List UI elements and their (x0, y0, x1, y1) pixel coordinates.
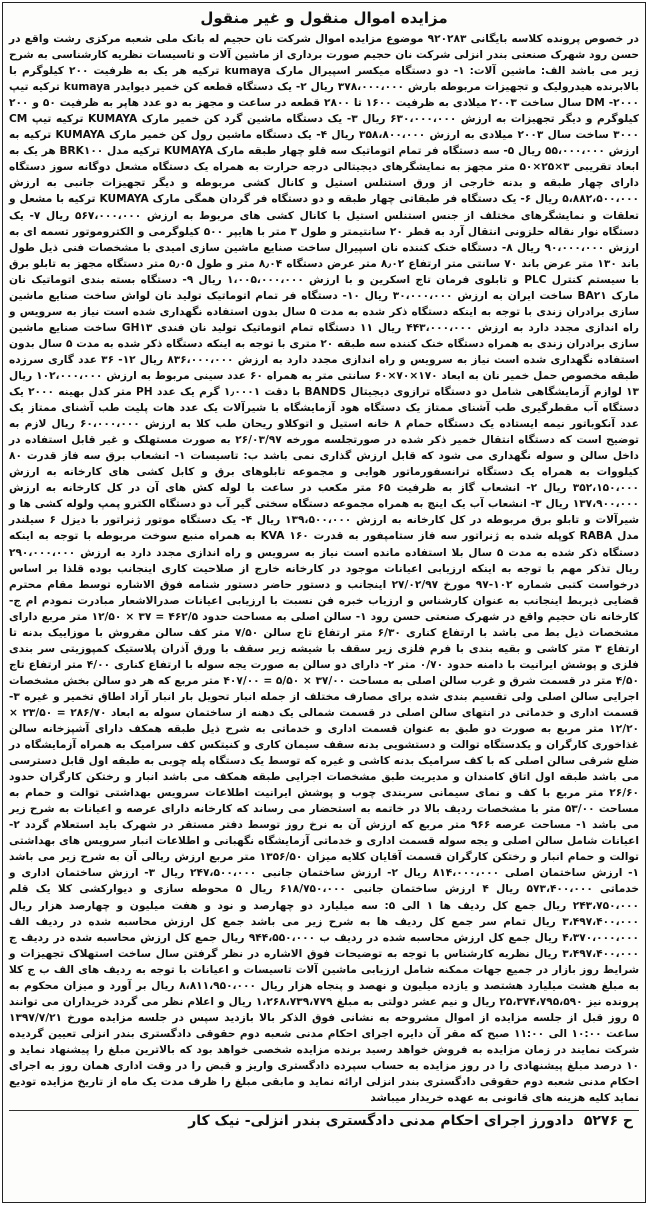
footer-code: ح ۵۲۷۶ (583, 1113, 633, 1130)
notice-footer (9, 1113, 639, 1129)
notice-title: مزایده اموال منقول و غیر منقول (200, 9, 448, 27)
footer-divider (9, 1110, 639, 1111)
footer-signature: دادورز اجرای احکام مدنی دادگستری بندر انزلی- نیک کار (188, 1113, 574, 1130)
legal-notice (2, 2, 646, 1203)
notice-body: در خصوص پرونده کلاسه بایگانی ۹۲۰۲۸۳ موضوع مزایده اموال شرکت نان حجیم له بانک ملی شعبه مرکزی رشت واقع در حسن رود شهرک صنعتی بندر انزلی شرکت نان حجیم صورت برداری از ماشین آلات و تاسیسات نظریه کارشناسی به شرح زیر می باشد الف: ماشین آلات: ۱- دو دستگاه میکسر اسپیرال مارک kumaya ترکیه هر یک به ظرفیت ۲۰۰ کیلوگرم با بالابرنده هیدرولیک و تجهیزات مربوطه بارش ۳۷۸،۰۰۰،۰۰۰ ریال ۲- یک دستگاه قطعه کن خمیر دیوایدر kumaya ترکیه تیپ DM -۲۰۰۰ سال ساخت ۲۰۰۳ میلادی به ظرفیت ۱۶۰۰ تا ۲۸۰۰ قطعه در ساعت و مجهز به دو عدد هاپر به ظرفیت ۵۰ و ۲۰۰ کیلوگرم و دیگر تجهیزات به ارزش ۶۳۰،۰۰۰،۰۰۰ ریال ۳- یک دستگاه ماشین گرد کن خمیر مارک KUMAYA ترکیه تیپ CM ۳۰۰۰ ساخت سال ۲۰۰۳ میلادی به ارزش ۳۵۸،۸۰۰،۰۰۰ ریال ۴- یک دستگاه ماشین رول کن خمیر مارک KUMAYA ترکیه به ارزش ۵۵،۰۰۰،۰۰۰ ریال ۵- سه دستگاه فر تمام اتوماتیک سه قلو چهار طبقه مارک KUMAYA ترکیه مدل BRK۱۰۰ هر یک به ابعاد تقریبی ۳×۲۵×۵۰ متر مجهز به نمایشگرهای دیجیتالی درجه حرارت به همراه یک دستگاه مشعل دوگانه سوز دستگاه دارای چهار طبقه و بدنه خارجی از ورق استنلس استیل و کانال کشی مربوطه و دیگر تجهیزات جانبی به ارزش ۵،۸۸۲،۵۰۰،۰۰۰ ریال ۶- یک دستگاه فر طبقاتی چهار طبقه و دو دستگاه فر گردان همگی مارک KUMAYA ترکیه با مشعل و تعلقات و نمایشگرهای مختلف از جنس استنلس استیل با کانال کشی های مربوط به ارزش ۵۶۷،۰۰۰،۰۰۰ ریال ۷- یک دستگاه نوار نقاله حلزونی انتقال آرد به قطر ۲۰ سانتیمتر و طول ۳ متر با هایپر ۵۰۰ کیلوگرمی و الکتروموتور تسمه ای به ارزش ۹۰،۰۰۰،۰۰۰ ریال ۸- دستگاه خنک کننده نان اسپیرال ساخت صنایع ماشین سازی امیدی با مشخصات فنی ذیل طول باند ۱۳۰ متر عرض باند ۷۰ سانتی متر ارتفاع ۸٫۰۲ متر عرض دستگاه ۸٫۰۴ متر و طول ۵٫۰۵ متر دستگاه مجهز به تابلو برق با سیستم کنترل PLC و تابلوی فرمان تاج اسکرین و با ارزش ۱،۰۰۵،۰۰۰،۰۰۰ ریال ۹- دستگاه بسته بندی اتوماتیک نان مارک BA۲۱ ساخت ایران به ارزش ۳۰،۰۰۰،۰۰۰ ریال ۱۰- دستگاه فر تمام اتوماتیک تولید نان لواش ساخت صنایع ماشین سازی برادران زندی با توجه به اینکه دستگاه ذکر شده به مدت ۵ سال بدون استفاده نگهداری شده است نیاز به سرویس و راه اندازی مجدد دارد به ارزش ۴۴۳،۰۰۰،۰۰۰ ریال ۱۱ دستگاه تمام اتوماتیک تولید نان فندی GH۱۳ ساخت صنایع ماشین سازی برادران زندی به همراه دستگاه خنک کننده سه طبقه ۲۰ متری با توجه به اینکه دستگاه ذکر شده به مدت ۵ سال بدون استفاده نگهداری شده است نیاز به سرویس و راه اندازی مجدد دارد به ارزش ۸۳۶،۰۰۰،۰۰۰ ریال ۱۲- ۳۶ عدد گاری سرزده طبقه مخصوص حمل خمیر نان به ابعاد ۱۷۰×۷۰×۶۰ سانتی متر به همراه ۶۰ عدد سینی مربوط به ارزش ۱۰۲،۰۰۰،۰۰۰ ریال ۱۳ لوازم آزمایشگاهی شامل دو دستگاه ترازوی دیجیتال BANDS با دقت ۱٫۰۰۰۱ گرم یک عدد PH متر کدل بهینه ۲۰۰۰ یک دستگاه آب مقطرگیری طب آشنای ممتاز یک دستگاه هود آزمایشگاه با شیرآلات یک عدد هات پلیت طب آشنای ممتاز یک عدد آنکوباتور نیمه ایستاده یک دستگاه حمام ۸ خانه استیل و اتوکلاو ریحان طب کلا به ارزش ۶۰،۰۰۰،۰۰۰ ریال لازم به توضیح است که دستگاه انتقال خمیر ذکر شده در صورتجلسه مورخه ۲۶/۰۳/۹۷ به صورت مستهلک و غیر قابل استفاده در داخل سالن و سوله نگهداری می شود که قابل ارزش گذاری نمی باشد ب: تاسیسات ۱- انشعاب برق سه فاز قدرت ۸۰ کیلووات به همراه یک دستگاه ترانسفورماتور هوایی و مجموعه تابلوهای برق و کابل کشی های کارخانه به ارزش ۳۵۲،۱۵۰،۰۰۰ ریال ۲- انشعاب گاز به ظرفیت ۶۵ متر مکعب در ساعت با لوله کش های آن در کل کارخانه به ارزش ۱۳۷،۹۰۰،۰۰۰ ریال ۳- انشعاب آب یک اینچ به همراه مجموعه دستگاه سختی گیر آب دو دستگاه الکترو پمپ ولوله کشی ها و شیرآلات و تابلو برق مربوطه در کل کارخانه به ارزش ۱۳۹،۵۰۰،۰۰۰ ریال ۴- یک دستگاه موتور ژنراتور با دیزل ۶ سیلندر مدل RABA کوپله شده به ژنراتور سه فاز ستامپفور به قدرت KVA ۱۶۰ به همراه منبع سوخت مربوطه با توجه به اینکه دستگاه ذکر شده به مدت ۵ سال بلا استفاده مانده است نیاز به سرویس و راه اندازی مجدد دارد به ارزش ۲۹۰،۰۰۰،۰۰۰ ریال تذکر مهم با توجه به اینکه ارزیابی اعیانات موجود در کارخانه خارج از صلاحیت کاری اینجانب بوده قلذا بر اساس درخواست کتبی شماره ۱۰۲-۹۷ مورخ ۲۷/۰۲/۹۷ اینجانب و دستور حاضر دستور شنامه فوق الاشاره توسط مقام محترم قضایی ذیربط اینجانب به عنوان کارشناس و ارزیاب خبره فن نسبت با ارزیابی اعیانات صدرالاشعار مبادرت نمودم ام ج- کارخانه نان حجیم واقع در شهرک صنعتی حسن رود ۱- سالن اصلی به مساحت حدود ۴۶۲/۵ = ۳۷ × ۱۲/۵۰ متر مربع دارای مشخصات ذیل بط می باشد با ارتفاع کناری ۶/۳۰ متر ارتفاع تاج سالن ۷/۵۰ متر کف سالن مفروش با موزاییک بدنه تا ارتفاع ۳ متر کاشی و بقیه بندی با فرم فلزی زیر سقف با شیشه زیر سقف با ورق آذران پلاستیک کمپوزیتی سر بندی فلزی و پوشش ایرانیت با دامنه حدود ۰/۷۰ متر ۲- دارای دو سالن به صورت یجه سوله با ارتفاع کناری ۴/۰۰ متر ارتفاع تاج ۴/۵۰ متر در قسمت شرق و غرب سالن اصلی به مساحت ۳۷/۰۰ × ۵/۵۰ = ۴۰۷/۰۰ متر مربع که هر دو سالن بخش مشخصات اجرایی سالن اصلی ولی تقسیم بندی شده برای مصارف مختلف از جمله انبار تحویل بار انبار آراد اطاق تخمیر و غیره ۳- قسمت اداری و خدماتی در انتهای سالن اصلی در قسمت شمالی یک دهنه از ساختمان سوله به ابعاد ۲۸۶/۷۰ = ۲۳/۵۰ × ۱۲/۲۰ متر مربع به صورت دو طبق به عنوان قسمت اداری و خدماتی به شرح ذیل طبقه همکف دارای آشپزخانه سالن غذاخوری کارگران و یکدستگاه توالت و دستشویی بدنه سقف سیمان کاری و کنیتکس کف سرامیک به همراه آزمایشگاه در ضلع شرقی سالن اصلی که با کف سرامیک بدنه کاشی و غیره که توسط یک دستگاه پله چوبی به طبقه اول قابل دسترسی می باشد طبقه اول اتاق کامندان و مدیریت طبق مشخصات اجرایی طبقه همکف می باشد انبار و رختکن کارگران حدود ۲۶/۶۰ متر مربع با کف و نمای سیمانی سربندی چوب و پوشش ایرانیت اطلاعات سرویس بهداشتی توالت و حمام به مساحت ۵۳/۰۰ متر با مشخصات ردیف بالا در خاتمه به استحضار می رساند که کارخانه دارای عرصه و اعیانات به شرح زیر می باشد ۱- مساحت عرصه ۹۶۶ متر مربع که ارزش آن به نرخ روز توسط دفتر مستقر در شهرک باید استعلام گردد ۲- اعیانات شامل سالن اصلی و یجه سوله قسمت اداری و خدماتی آزمایشگاه نگهبانی و اطلاعات انبار سرویس های بهداشتی توالت و حمام انبار و رختکن کارگران قسمت آقایان کلایه میزان ۱۳۵۶/۵۰ متر مربع ارزش ریالی آن به شرح زیر می باشد ۱- ارزش ساختمان اصلی ۸۱۴،۰۰۰،۰۰۰ ریال ۲- ارزش ساختمان جانبی ۲۴۷،۵۰۰،۰۰۰ ریال ۳- ارزش ساختمان اداری و خدماتی ۵۷۳،۴۰۰،۰۰۰ ریال ۴ ارزش ساختمان جانبی ۶۱۸/۷۵۰،۰۰۰ ریال ۵ محوطه سازی و دیوارکشی کلا یک قلم ۲۴۳،۷۵۰،۰۰۰ ریال جمع کل ردیف ها ۱ الی ۵: سه میلیارد دو چهارصد و نود و هفت میلیون و چهارصد هزار ریال ۳،۴۹۷،۴۰۰،۰۰۰ ریال تمام سر جمع کل ردیف ها به شرح زیر می باشد جمع کل ارزش محاسبه شده در ردیف الف ۴،۳۷۰،۰۰۰،۰۰۰ ریال جمع کل ارزش محاسبه شده در ردیف ب ۹۴۴،۵۵۰،۰۰۰ ریال جمع کل ارزش محاسبه شده در ردیف ج ۳،۴۹۷،۴۰۰،۰۰۰ ریال نظریه کارشناس با توجه به توضیحات فوق الاشاره در نظر گرفتن سال ساخت استهلاک تجهیزات و شرایط روز بازار در جمیع جهات ممکنه شامل ارزیابی ماشین آلات تاسیسات و اعیانات با توجه به ردیف های الف ب ج کلا به مبلغ هشت میلیارد هشتصد و یازده میلیون و نهصد و پنجاه هزار ریال ۸،۸۱۱،۹۵۰،۰۰۰ ریال بر آورد و میزان محکوم به پرونده نیز ۲۵،۳۷۴،۷۹۵،۵۹۰ ریال و نیم عشر دولتی به مبلغ ۱،۲۶۸،۷۳۹،۷۷۹ ریال و اعلام نظر می گردد خریداران می توانند ۵ روز قبل از جلسه مزایده از اموال مشروحه به نشانی فوق الذکر بالا بازدید سپس در جلسه مزایده مورخ ۱۳۹۷/۷/۲۱ ساعت ۱۰:۰۰ الی ۱۱:۰۰ صبح که مقر آن دایره اجرای احکام مدنی شعبه دوم حقوقی دادگستری بندر انزلی تعیین گردیده شرکت نمایند در زمان مزایده به فروش خواهد رسید برنده مزایده شخصی خواهد بود که بالاترین مبلغ را پیشنهاد نماید و ۱۰ درصد مبلغ پیشنهادی را در روز مزایده به حساب سپرده دادگستری واریز و قبض را در وقت اداری همان روز به اجرای احکام مدنی شعبه دوم حقوقی دادگستری بندر انزلی ارائه نماید و مابقی مبلغ را ظرف مدت یک ماه از تاریخ مزایده تودیع نماید کلیه هزینه های قانونی به عهده خریدار میباشد (9, 33, 640, 1105)
